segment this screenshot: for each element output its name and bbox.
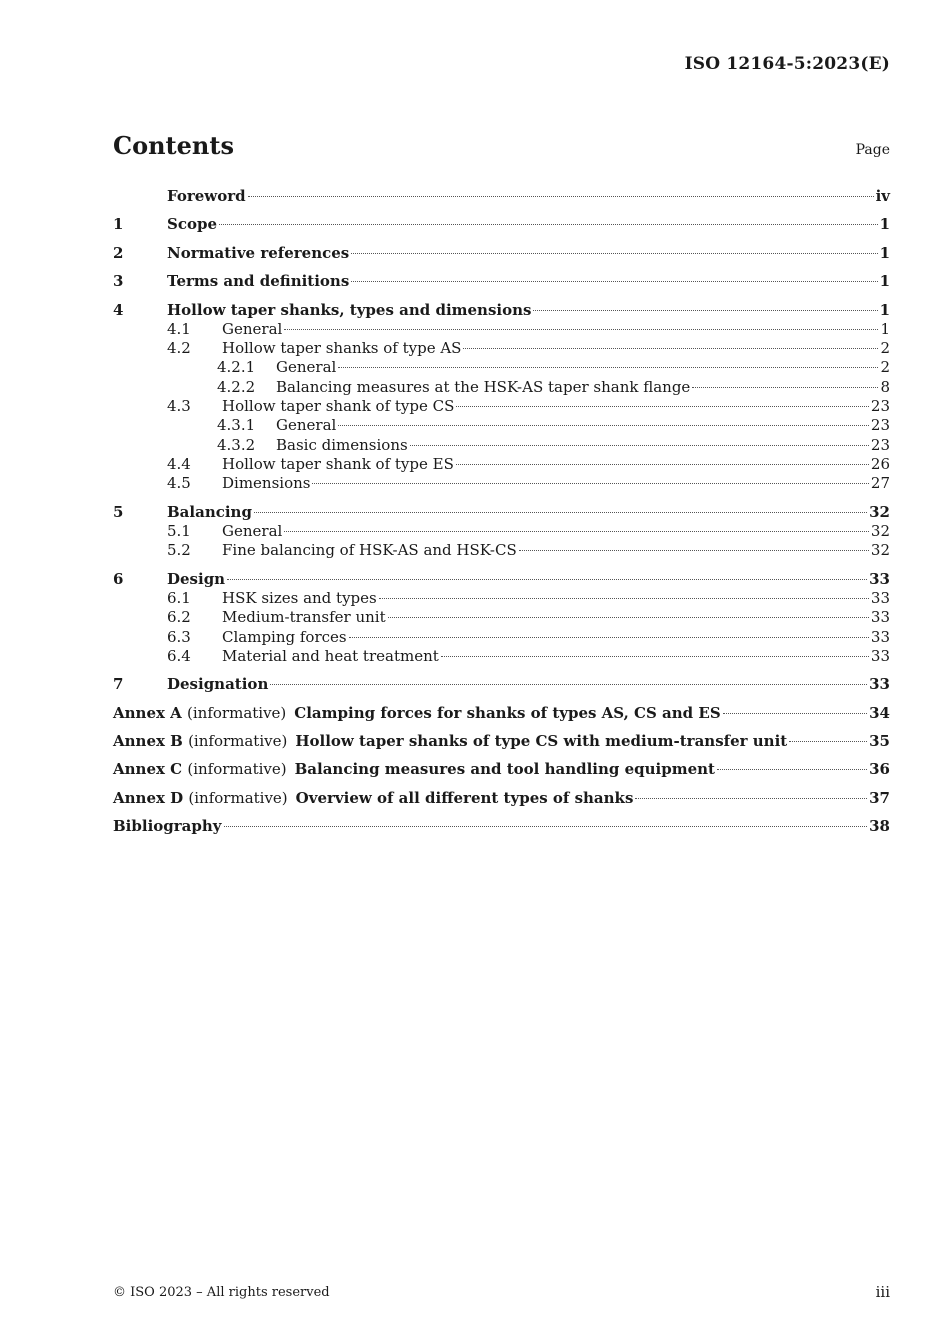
- toc-entry-page: 23: [870, 416, 890, 434]
- toc-entry[interactable]: [113, 569, 890, 589]
- toc-entry-page: 1: [879, 244, 890, 262]
- copyright-notice: © ISO 2023 – All rights reserved: [113, 1285, 330, 1300]
- footer-page-number: iii: [875, 1283, 890, 1301]
- toc-entry-number: 5: [113, 503, 124, 521]
- toc-entry-page: 34: [869, 704, 890, 722]
- toc-entry-number: 4.4: [167, 455, 191, 473]
- annex-name: Hollow taper shanks of type CS with medium-transfer unit: [295, 732, 788, 750]
- toc-entry-number: 5.1: [167, 522, 191, 540]
- annex-name: Overview of all different types of shanks: [295, 789, 634, 807]
- toc-dot-leader: [717, 769, 867, 770]
- toc-entry-number: 7: [113, 675, 124, 693]
- toc-dot-leader: [456, 406, 869, 407]
- annex-name: Balancing measures and tool handling equipment: [294, 760, 715, 778]
- toc-entry-page: 33: [869, 570, 890, 588]
- toc-dot-leader: [227, 579, 867, 580]
- toc-entry-number: 4.3.2: [217, 436, 256, 454]
- toc-entry-page: 35: [869, 732, 890, 750]
- toc-entry-title: HSK sizes and types: [222, 589, 377, 607]
- toc-entry[interactable]: [113, 357, 890, 377]
- annex-kind: (informative): [188, 732, 288, 750]
- toc-annex-title: [113, 703, 721, 723]
- toc-entry-number: 4.2: [167, 339, 191, 357]
- toc-entry-number: 4.1: [167, 320, 191, 338]
- toc-entry[interactable]: [113, 415, 890, 435]
- toc-dot-leader: [224, 826, 868, 827]
- toc-entry-title: Balancing measures at the HSK-AS taper shank flange: [276, 378, 691, 396]
- annex-id: Annex B: [113, 732, 183, 750]
- contents-heading: Contents: [113, 131, 234, 160]
- toc-entry[interactable]: [113, 300, 890, 320]
- toc-entry-title: Terms and definitions: [167, 272, 350, 290]
- toc-entry[interactable]: [113, 502, 890, 522]
- toc-entry-title: Fine balancing of HSK-AS and HSK-CS: [222, 541, 517, 559]
- toc-dot-leader: [379, 598, 869, 599]
- toc-entry-number: 6.2: [167, 608, 191, 626]
- toc-bibliography-entry[interactable]: [113, 816, 890, 836]
- toc-entry-page: 8: [880, 378, 890, 396]
- toc-entry-title: Foreword: [167, 187, 246, 205]
- toc-entry-page: 1: [879, 272, 890, 290]
- toc-entry-title: Medium-transfer unit: [222, 608, 386, 626]
- toc-entry-page: 2: [880, 339, 890, 357]
- toc-annex-title: [113, 759, 715, 779]
- toc-entry[interactable]: [113, 271, 890, 291]
- toc-entry-page: 23: [870, 397, 890, 415]
- toc-dot-leader: [270, 684, 867, 685]
- toc-entry[interactable]: [113, 396, 890, 416]
- toc-entry[interactable]: [113, 377, 890, 397]
- toc-entry-page: 32: [870, 522, 890, 540]
- toc-entry-page: 33: [870, 608, 890, 626]
- toc-entry-page: 33: [869, 675, 890, 693]
- toc-entry-title: Material and heat treatment: [222, 647, 439, 665]
- annex-kind: (informative): [187, 704, 287, 722]
- toc-dot-leader: [463, 348, 878, 349]
- toc-entry-number: 4.3.1: [217, 416, 256, 434]
- toc-dot-leader: [284, 531, 869, 532]
- toc-entry-number: 6.1: [167, 589, 191, 607]
- toc-dot-leader: [338, 425, 869, 426]
- toc-entry-page: 26: [870, 455, 890, 473]
- toc-entry-title: Basic dimensions: [276, 436, 408, 454]
- toc-dot-leader: [338, 367, 878, 368]
- toc-entry-number: 4.5: [167, 474, 191, 492]
- toc-entry[interactable]: [113, 473, 890, 493]
- toc-dot-leader: [284, 329, 878, 330]
- toc-dot-leader: [312, 483, 868, 484]
- toc-dot-leader: [533, 310, 877, 311]
- toc-entry[interactable]: [113, 627, 890, 647]
- toc-entry-number: 4.2.1: [217, 358, 256, 376]
- toc-dot-leader: [519, 550, 869, 551]
- toc-entry-number: 6.4: [167, 647, 191, 665]
- toc-entry-title: General: [222, 320, 283, 338]
- toc-entry-title: Designation: [167, 675, 269, 693]
- toc-entry-number: 1: [113, 215, 124, 233]
- toc-entry[interactable]: [113, 214, 890, 234]
- toc-entry-page: 33: [870, 647, 890, 665]
- toc-entry-page: 32: [869, 503, 890, 521]
- toc-entry-title: Bibliography: [113, 817, 222, 835]
- toc-entry-title: Normative references: [167, 244, 350, 262]
- toc-dot-leader: [349, 637, 869, 638]
- toc-entry[interactable]: [113, 521, 890, 541]
- toc-entry-number: 6: [113, 570, 124, 588]
- toc-dot-leader: [789, 741, 867, 742]
- document-id: ISO 12164-5:2023(E): [684, 54, 890, 74]
- toc-entry-page: 1: [879, 301, 890, 319]
- toc-entry-number: 4.3: [167, 397, 191, 415]
- annex-kind: (informative): [188, 789, 288, 807]
- toc-entry[interactable]: [113, 435, 890, 455]
- toc-entry-page: 1: [879, 215, 890, 233]
- toc-entry-page: 32: [870, 541, 890, 559]
- toc-dot-leader: [692, 387, 878, 388]
- toc-entry-page: 27: [870, 474, 890, 492]
- toc-entry[interactable]: [113, 540, 890, 560]
- annex-id: Annex D: [113, 789, 184, 807]
- toc-dot-leader: [410, 445, 869, 446]
- annex-name: Clamping forces for shanks of types AS, CS and ES: [294, 704, 721, 722]
- toc-entry-number: 5.2: [167, 541, 191, 559]
- toc-dot-leader: [351, 253, 877, 254]
- toc-entry[interactable]: [113, 186, 890, 206]
- toc-dot-leader: [219, 224, 878, 225]
- toc-entry[interactable]: [113, 607, 890, 627]
- toc-entry-title: Dimensions: [222, 474, 311, 492]
- toc-dot-leader: [254, 512, 867, 513]
- toc-entry-page: 37: [869, 789, 890, 807]
- toc-entry-title: Hollow taper shanks, types and dimensions: [167, 301, 532, 319]
- toc-annex-title: [113, 731, 787, 751]
- toc-entry-page: iv: [875, 187, 890, 205]
- toc-entry-page: 33: [870, 589, 890, 607]
- toc-dot-leader: [723, 713, 867, 714]
- toc-entry-title: Hollow taper shank of type ES: [222, 455, 454, 473]
- toc-entry[interactable]: [113, 243, 890, 263]
- annex-kind: (informative): [187, 760, 287, 778]
- toc-entry-page: 36: [869, 760, 890, 778]
- toc-entry[interactable]: [113, 646, 890, 666]
- toc-dot-leader: [351, 281, 877, 282]
- toc-entry-title: Hollow taper shank of type CS: [222, 397, 455, 415]
- toc-entry-number: 6.3: [167, 628, 191, 646]
- toc-entry[interactable]: [113, 319, 890, 339]
- toc-entry-title: General: [276, 358, 337, 376]
- toc-entry-number: 2: [113, 244, 124, 262]
- toc-entry-page: 23: [870, 436, 890, 454]
- toc-dot-leader: [456, 464, 869, 465]
- toc-entry-title: Hollow taper shanks of type AS: [222, 339, 462, 357]
- toc-entry-number: 3: [113, 272, 124, 290]
- toc-entry[interactable]: [113, 338, 890, 358]
- toc-entry[interactable]: [113, 588, 890, 608]
- toc-annex-entry[interactable]: [113, 788, 890, 808]
- toc-entry-title: Design: [167, 570, 226, 588]
- toc-annex-title: [113, 788, 633, 808]
- toc-entry[interactable]: [113, 674, 890, 694]
- toc-entry-title: Balancing: [167, 503, 252, 521]
- toc-entry-number: 4.2.2: [217, 378, 256, 396]
- toc-dot-leader: [248, 196, 874, 197]
- toc-dot-leader: [441, 656, 869, 657]
- toc-entry-number: 4: [113, 301, 124, 319]
- toc-dot-leader: [635, 798, 867, 799]
- toc-annex-entry[interactable]: [113, 731, 890, 751]
- toc-entry-page: 1: [880, 320, 890, 338]
- page-column-label: Page: [855, 142, 890, 158]
- annex-id: Annex A: [113, 704, 182, 722]
- toc-entry-page: 33: [870, 628, 890, 646]
- toc-entry-page: 2: [880, 358, 890, 376]
- toc-entry-title: General: [222, 522, 283, 540]
- toc-entry-title: General: [276, 416, 337, 434]
- annex-id: Annex C: [113, 760, 183, 778]
- toc-entry-title: Clamping forces: [222, 628, 347, 646]
- toc-annex-entry[interactable]: [113, 703, 890, 723]
- toc-entry-page: 38: [869, 817, 890, 835]
- toc-dot-leader: [388, 617, 869, 618]
- toc-entry[interactable]: [113, 454, 890, 474]
- toc-entry-title: Scope: [167, 215, 218, 233]
- toc-annex-entry[interactable]: [113, 759, 890, 779]
